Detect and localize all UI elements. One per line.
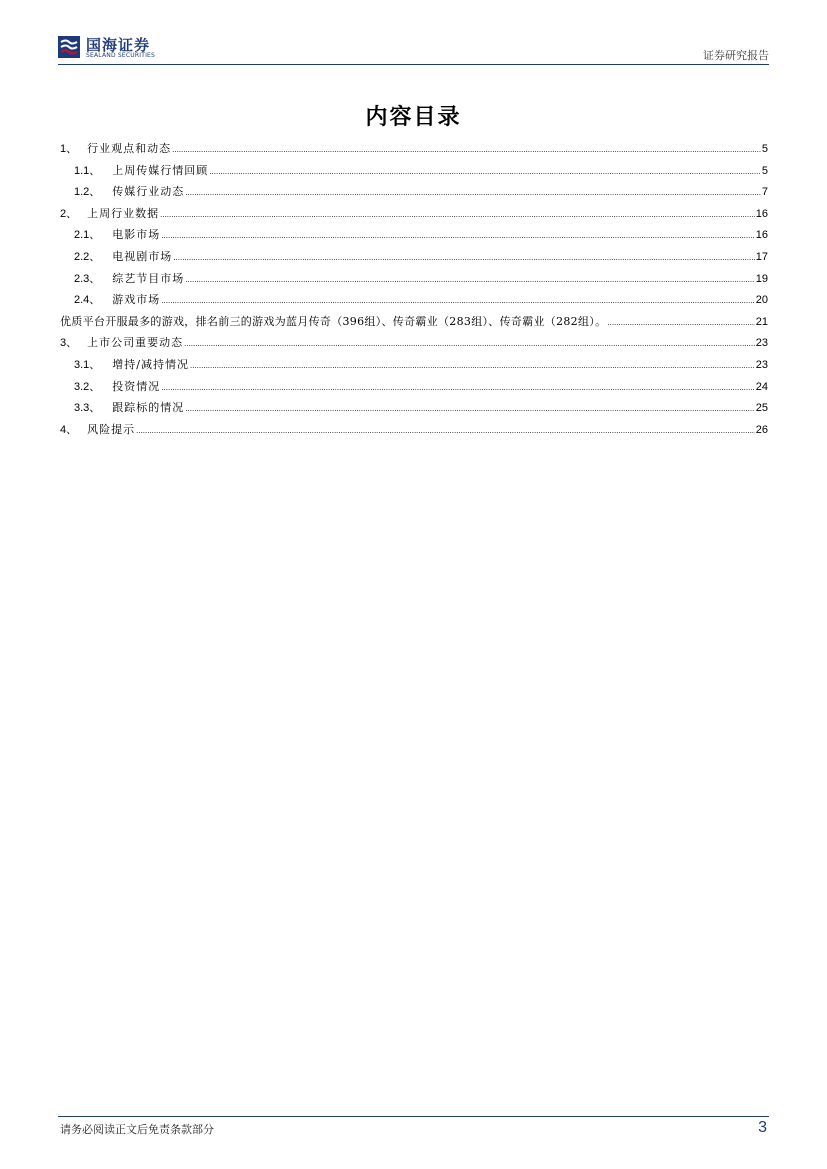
- toc-entry-number: 2、: [60, 207, 78, 220]
- toc-leader-dots: [607, 312, 754, 334]
- toc-leader-dots: [160, 204, 755, 226]
- toc-entry-page: 7: [761, 186, 768, 199]
- toc-entry[interactable]: [60, 246, 768, 268]
- logo-chinese-name: 国海证券: [86, 36, 151, 54]
- toc-leader-dots: [190, 355, 755, 377]
- toc-entry-number: 2.2、: [74, 250, 101, 263]
- toc-entry[interactable]: [60, 397, 768, 419]
- toc-leader-dots: [173, 247, 754, 269]
- toc-entry-number: 3.3、: [74, 402, 101, 415]
- toc-entry-page: 19: [755, 272, 768, 285]
- table-of-contents: [60, 138, 768, 440]
- page-number: 3: [758, 1119, 767, 1136]
- toc-entry-page: 25: [755, 402, 768, 415]
- toc-leader-dots: [184, 333, 755, 355]
- toc-entry-title: 电影市场: [112, 228, 161, 242]
- toc-entry-title: 电视剧市场: [112, 249, 173, 263]
- toc-entry-number: 2.3、: [74, 272, 101, 285]
- footer-divider: [58, 1116, 769, 1117]
- toc-entry-page: 16: [755, 229, 768, 242]
- toc-entry[interactable]: [60, 311, 768, 333]
- toc-entry[interactable]: [60, 160, 768, 182]
- toc-entry[interactable]: [60, 203, 768, 225]
- toc-entry[interactable]: [60, 181, 768, 203]
- header-divider: [58, 64, 769, 65]
- toc-entry-number: 3.2、: [74, 380, 101, 393]
- toc-entry-title: 增持/减持情况: [112, 357, 190, 371]
- toc-entry[interactable]: [60, 268, 768, 290]
- toc-entry-title: 游戏市场: [112, 293, 161, 307]
- toc-entry-number: 1、: [60, 143, 78, 155]
- toc-entry-page: 23: [755, 337, 768, 350]
- toc-leader-dots: [209, 161, 761, 183]
- toc-title: 内容目录: [365, 104, 462, 130]
- toc-entry[interactable]: [60, 419, 768, 441]
- toc-leader-dots: [161, 377, 754, 399]
- toc-entry-page: 24: [755, 380, 768, 393]
- toc-entry[interactable]: [60, 376, 768, 398]
- toc-entry-title: 上市公司重要动态: [87, 336, 184, 350]
- toc-entry-number: 1.2、: [74, 186, 101, 199]
- toc-entry-page: 26: [755, 423, 768, 436]
- toc-leader-dots: [136, 420, 755, 442]
- toc-entry-number: 1.1、: [74, 164, 101, 177]
- toc-entry-title: 跟踪标的情况: [112, 401, 185, 415]
- toc-entry[interactable]: [60, 354, 768, 376]
- logo-english-name: SEALAND SECURITIES: [86, 52, 156, 59]
- toc-entry-number: 2.4、: [74, 294, 101, 307]
- footer-disclaimer: 请务必阅读正文后免责条款部分: [60, 1123, 214, 1136]
- toc-entry-title: 上周行业数据: [87, 206, 160, 220]
- toc-leader-dots: [161, 290, 754, 312]
- toc-entry-page: 5: [761, 143, 768, 155]
- toc-leader-dots: [185, 182, 761, 204]
- toc-entry-page: 20: [755, 294, 768, 307]
- toc-entry[interactable]: [60, 224, 768, 246]
- toc-entry-title: 投资情况: [112, 379, 161, 393]
- toc-entry-page: 17: [755, 250, 768, 263]
- toc-entry-title: 行业观点和动态: [87, 142, 172, 155]
- toc-entry-number: 3、: [60, 337, 78, 350]
- toc-entry-number: 3.1、: [74, 358, 101, 371]
- report-type-label: 证券研究报告: [703, 49, 769, 62]
- toc-entry-number: 4、: [60, 423, 78, 436]
- toc-leader-dots: [185, 269, 754, 291]
- toc-entry-page: 21: [755, 315, 768, 328]
- toc-leader-dots: [172, 139, 761, 161]
- toc-entry-title: 传媒行业动态: [112, 185, 185, 199]
- toc-leader-dots: [161, 225, 754, 247]
- toc-entry-title: 综艺节目市场: [112, 271, 185, 285]
- toc-entry-title: 优质平台开服最多的游戏，排名前三的游戏为蓝月传奇（396组）、传奇霸业（283组）、传奇霸业（282组）。: [60, 314, 607, 328]
- toc-entry-page: 16: [755, 207, 768, 220]
- toc-entry[interactable]: [60, 332, 768, 354]
- toc-leader-dots: [185, 398, 754, 420]
- toc-entry[interactable]: [60, 138, 768, 160]
- toc-entry-title: 风险提示: [87, 422, 136, 436]
- page-header: [58, 34, 769, 64]
- toc-entry-number: 2.1、: [74, 229, 101, 242]
- toc-entry-page: 23: [755, 358, 768, 371]
- toc-entry-page: 5: [761, 164, 768, 177]
- sealand-logo-icon: [58, 36, 80, 58]
- toc-entry[interactable]: [60, 289, 768, 311]
- toc-entry-title: 上周传媒行情回顾: [112, 163, 209, 177]
